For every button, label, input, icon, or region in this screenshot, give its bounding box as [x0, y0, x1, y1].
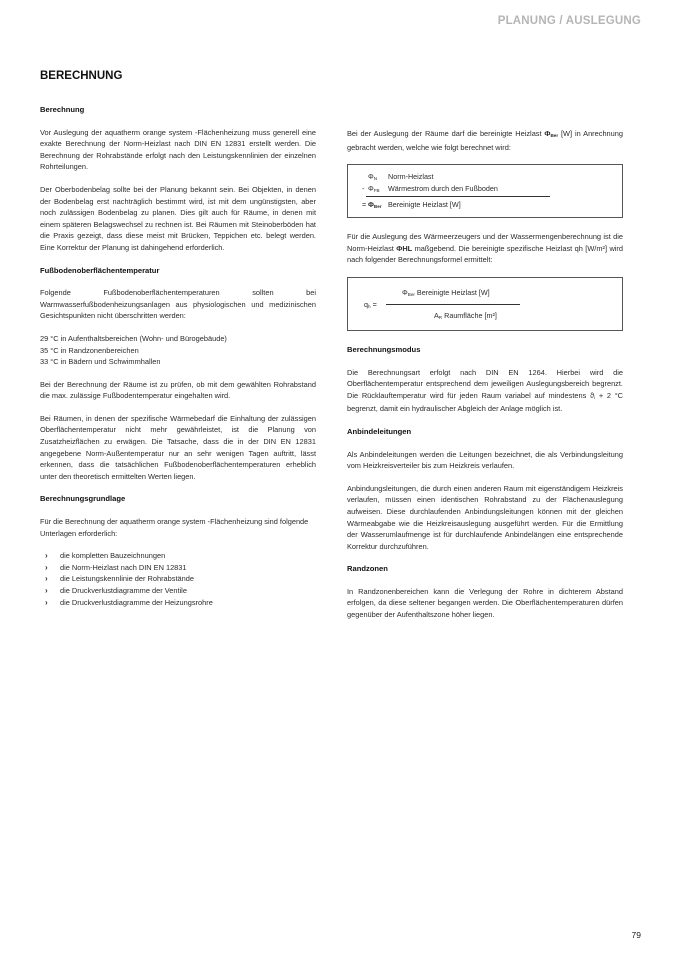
- formula-lhs: $q_h$ =: [364, 299, 377, 309]
- list-item: › die Leistungskennlinie der Rohrabstände: [45, 574, 194, 584]
- paragraph: Bei der Auslegung der Räume darf die bereinigte Heizlast $\Phi_{Ber}$ [W] in Anrechnung gebracht werden, welche wie folgt berechnet wird:: [347, 129, 623, 152]
- page-title: BERECHNUNG: [40, 70, 123, 82]
- temperature-list: [40, 333, 316, 368]
- paragraph: Die Berechnungsart erfolgt nach DIN EN 1264. Hierbei wird die Oberflächentemperatur entsprechend dem jeweiligen Auslegungsbereich begrenzt. Die Rücklauftemperatur wird für jeden Raum variabel auf mindestens $ϑ_i + 2$ °C begrenzt, damit ein hydraulischer Abgleich der Anlage möglich ist.: [347, 367, 624, 414]
- paragraph: Als Anbindeleitungen werden die Leitungen bezeichnet, die als Verbindungsleitung vom Heizkreisverteiler bis zum Heizkreis verlaufen.: [347, 449, 623, 471]
- fraction-line: [386, 304, 520, 305]
- paragraph: Für die Berechnung der aquatherm orange system -Flächenheizung sind folgende Unterlagen erforderlich:: [40, 517, 309, 538]
- chevron-right-icon: ›: [45, 597, 48, 607]
- page-number: 79: [631, 930, 641, 940]
- formula-box-heizlast: [347, 164, 623, 218]
- formula-denominator: $A_R$ Raumfläche [m²]: [434, 310, 497, 320]
- formula-box-spezifische-heizlast: [347, 277, 623, 331]
- paragraph: Folgende Fußbodenoberflächentemperaturen sollten bei Warmwasserfußbodenheizungsanlagen aus physiologischen und medizinischen Gesichtspunkten nicht überschritten werden:: [40, 288, 316, 321]
- right-column: [347, 128, 623, 632]
- list-item: › die kompletten Bauzeichnungen: [45, 551, 166, 561]
- paragraph: Für die Auslegung des Wärmeerzeugers und der Wassermengenberechnung ist die Norm-Heizlast ΦHL maßgebend. Die bereinigte spezifische Heizlast qh [W/m²] wird nach folgender Berechnungsformel ermittelt:: [347, 232, 624, 265]
- chevron-right-icon: ›: [45, 574, 48, 584]
- chevron-right-icon: ›: [45, 586, 48, 595]
- paragraph: In Randzonenbereichen kann die Verlegung der Rohre in dichterem Abstand erfolgen, da diese seltener begangen werden. Die Oberflächentemperaturen dürfen gegenüber der Aufenthaltszone höher liegen.: [347, 586, 623, 620]
- formula-rule: [366, 196, 550, 197]
- list-item: › die Druckverlustdiagramme der Ventile: [45, 586, 187, 595]
- formula-row: = $\Phi_{Ber}$ Bereinigte Heizlast [W]: [362, 200, 461, 210]
- section-header: PLANUNG / AUSLEGUNG: [497, 15, 641, 27]
- chevron-right-icon: ›: [45, 562, 48, 572]
- list-item: › die Druckverlustdiagramme der Heizungsrohre: [45, 597, 213, 607]
- left-column: [40, 104, 316, 608]
- temperature-item: 33 °C in Bädern und Schwimmhallen: [40, 357, 161, 367]
- paragraph: Anbindungsleitungen, die durch einen anderen Raum mit eigenständigem Heizkreis verlaufen, müssen einen identischen Rohrabstand zu der Flächenauslegung aufweisen. Diese durchlaufenden Anbindungsleitungen können mit der gleichen Wärmeabgabe wie die Heizkreisauslegung ausgeführt werden. Für die Ermittlung der Wasserumlaufmenge ist für durchlaufende Anbindelängen eine entsprechende Korrektur durchzuführen.: [347, 483, 623, 551]
- heading-berechnung: Berechnung: [40, 105, 85, 114]
- paragraph: Bei Räumen, in denen der spezifische Wärmebedarf die Einhaltung der zulässigen Oberflächentemperatur nicht mehr gewährleistet, ist die Planung von Zusatzheizflächen zu erwägen. Die Tatsache, dass die in der DIN EN 12831 angegebene Norm-Außentemperatur nur an sehr wenigen Tagen auftritt, lässt erkennen, dass die tatsächlichen Fußbodenoberflächentemperaturen erheblich unter den theoretisch ermittelten Werten liegen.: [40, 413, 316, 481]
- temperature-item: 35 °C in Randzonenbereichen: [40, 345, 139, 355]
- paragraph: Vor Auslegung der aquatherm orange system -Flächenheizung muss generell eine exakte Berechnung der Norm-Heizlast nach DIN EN 12831 erstellt werden. Die Berechnung der Rohrabstände erfolgt nach den Leistungskennlinien der einzelnen Rohrteilungen.: [40, 127, 316, 172]
- heading-anbindeleitungen: Anbindeleitungen: [347, 426, 412, 436]
- formula-numerator: $\Phi_{Ber}$ Bereinigte Heizlast [W]: [402, 287, 490, 297]
- chevron-right-icon: ›: [45, 551, 48, 561]
- paragraph: Bei der Berechnung der Räume ist zu prüfen, ob mit dem gewählten Rohrabstand die max. zulässige Fußbodentemperatur eingehalten wird.: [40, 379, 316, 401]
- heading-berechnungsgrundlage: Berechnungsgrundlage: [40, 494, 126, 504]
- list-item: › die Norm-Heizlast nach DIN EN 12831: [45, 562, 187, 572]
- document-list: [40, 550, 316, 608]
- heading-berechnungsmodus: Berechnungsmodus: [347, 344, 421, 354]
- heading-oberflaechentemperatur: Fußbodenoberflächentemperatur: [40, 265, 160, 275]
- formula-row: $\Phi_N$ Norm-Heizlast: [368, 172, 434, 182]
- heading-randzonen: Randzonen: [347, 564, 388, 574]
- formula-row: - $\Phi_{FB}$ Wärmestrom durch den Fußboden: [362, 184, 498, 194]
- paragraph: Der Oberbodenbelag sollte bei der Planung bekannt sein. Bei Objekten, in denen der Bodenbelag erst nachträglich bestimmt wird, ist mit dem ungünstigsten, aber noch zulässigen Bodenbelag zu planen. Dies gilt auch für Räume, in denen mit einem späteren Belagswechsel zu rechnen ist. Bei Räumen mit Steinoberböden hat die Praxis gezeigt, dass diese meist mit Brücken, Teppichen etc. belegt werden. Eine Korrektur der Planung ist dahingehend erforderlich.: [40, 184, 316, 252]
- temperature-item: 29 °C in Aufenthaltsbereichen (Wohn- und Bürogebäude): [40, 333, 227, 343]
